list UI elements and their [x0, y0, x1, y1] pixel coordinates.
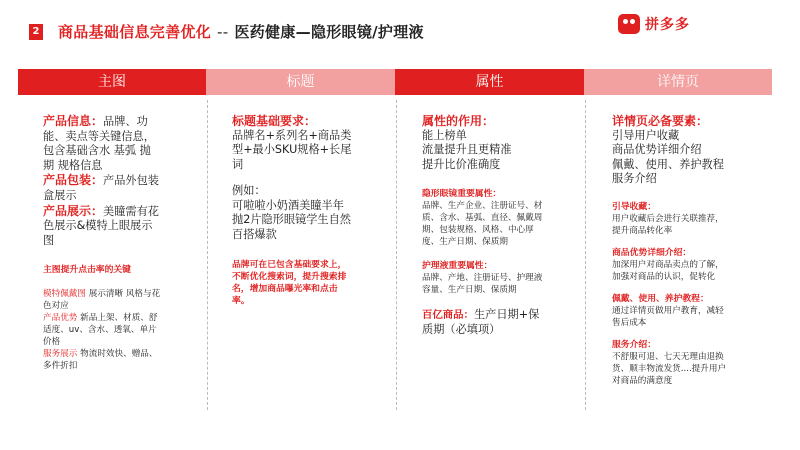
product-display-block [43, 204, 161, 249]
service-display-text: 物流时效快、赠品、多件折扣 [43, 349, 158, 372]
tab-attributes: 属性 [395, 69, 584, 95]
detail-elements-heading: 详情页必备要素： [612, 114, 709, 128]
detail-elements-text: 引导用户收藏 商品优势详细介绍 佩戴、使用、养护教程 服务介绍 [612, 128, 724, 186]
page-title-main: 商品基础信息完善优化 [58, 23, 212, 41]
product-advantage-block [43, 312, 161, 348]
product-info-block [43, 114, 161, 173]
example-text: 可啦啦小奶酒美瞳半年抛2片隐形眼镜学生自然百搭爆款 [232, 198, 351, 242]
example-heading: 例如： [232, 184, 266, 198]
brand-logo-text: 拼多多 [645, 17, 690, 33]
billion-subsidy-text: 生产日期+保质期（必填项） [422, 308, 540, 336]
model-wearing-label: 模特佩戴图 [43, 289, 86, 300]
attribute-effect-heading: 属性的作用： [422, 114, 495, 128]
page-title [58, 21, 424, 42]
care-solution-attribute-heading: 护理液重要属性： [422, 261, 493, 272]
product-info-text: 品牌、功能、卖点等关键信息，包含基础含水 基弧 抛期 规格信息 [43, 115, 155, 172]
model-wearing-block [43, 288, 161, 312]
column-title [232, 114, 352, 307]
attribute-effect-text: 能上榜单 流量提升且更精准 提升比价准确度 [422, 128, 512, 171]
advantage-intro-heading: 商品优势详细介绍： [612, 247, 692, 258]
product-display-label: 产品展示： [43, 203, 104, 218]
product-package-block [43, 173, 161, 203]
product-advantage-text: 新品上架、材质、舒适度、uv、含水、透氧、单片价格 [43, 313, 158, 348]
page-title-separator: -- [217, 23, 229, 41]
tab-detail-page: 详情页 [584, 69, 772, 95]
tab-main-image: 主图 [18, 69, 206, 95]
page-title-sub: 医药健康—隐形眼镜/护理液 [234, 23, 424, 41]
advantage-intro-text: 加深用户对商品卖点的了解，加强对商品的认识，促转化 [612, 259, 724, 282]
guide-favorite-text: 用户收藏后会进行关联推荐，提升商品转化率 [612, 213, 724, 236]
tutorial-text: 通过详情页做用户教育，减轻售后成本 [612, 305, 724, 328]
product-package-text: 产品外包装盒展示 [43, 174, 159, 202]
pinduoduo-logo-icon [618, 14, 640, 34]
column-detail-page [612, 114, 730, 387]
guide-favorite-heading: 引导收藏： [612, 201, 656, 212]
column-main-image [43, 114, 161, 372]
service-display-label: 服务展示 [43, 349, 78, 360]
tutorial-heading: 佩戴、使用、养护教程： [612, 293, 709, 304]
click-rate-key-title: 主图提升点击率的关键 [43, 265, 131, 276]
title-requirement-text: 品牌名+系列名+商品类型+最小SKU规格+长尾词 [232, 128, 352, 171]
lens-attribute-text: 品牌、生产企业、注册证号、材质、含水、基弧、直径、佩戴周期、包装规格、风格、中心厚度、生产日期、保质期 [422, 201, 543, 248]
model-wearing-text: 展示清晰 风格与花色对应 [43, 289, 161, 312]
lens-attribute-heading: 隐形眼镜重要属性： [422, 189, 502, 200]
tab-title: 标题 [206, 69, 395, 95]
care-solution-attribute-text: 品牌、产地、注册证号、护理液容量、生产日期、保质期 [422, 273, 543, 296]
column-divider [207, 100, 208, 410]
header [0, 0, 800, 60]
billion-subsidy-label: 百亿商品： [422, 309, 474, 322]
billion-subsidy-block [422, 308, 546, 337]
column-header-bar [18, 69, 772, 95]
title-requirement-heading: 标题基础要求： [232, 114, 317, 128]
service-display-block [43, 348, 161, 372]
column-divider [396, 100, 397, 410]
product-package-label: 产品包装： [43, 173, 104, 188]
column-attributes [422, 114, 546, 337]
brand-logo [618, 14, 690, 34]
column-divider [585, 100, 586, 410]
service-intro-heading: 服务介绍： [612, 339, 656, 350]
section-number-badge: 2 [29, 24, 43, 40]
product-display-text: 美瞳需有花色展示&模特上眼展示图 [43, 204, 159, 247]
product-info-label: 产品信息： [43, 114, 104, 128]
product-advantage-label: 产品优势 [43, 313, 78, 324]
title-optimization-note: 品牌可在已包含基础要求上，不断优化搜索词，提升搜索排名，增加商品曝光率和点击率。 [232, 259, 347, 306]
service-intro-text: 不舒服可退、七天无理由退换货、顺丰物流发货....提升用户对商品的满意度 [612, 351, 727, 386]
